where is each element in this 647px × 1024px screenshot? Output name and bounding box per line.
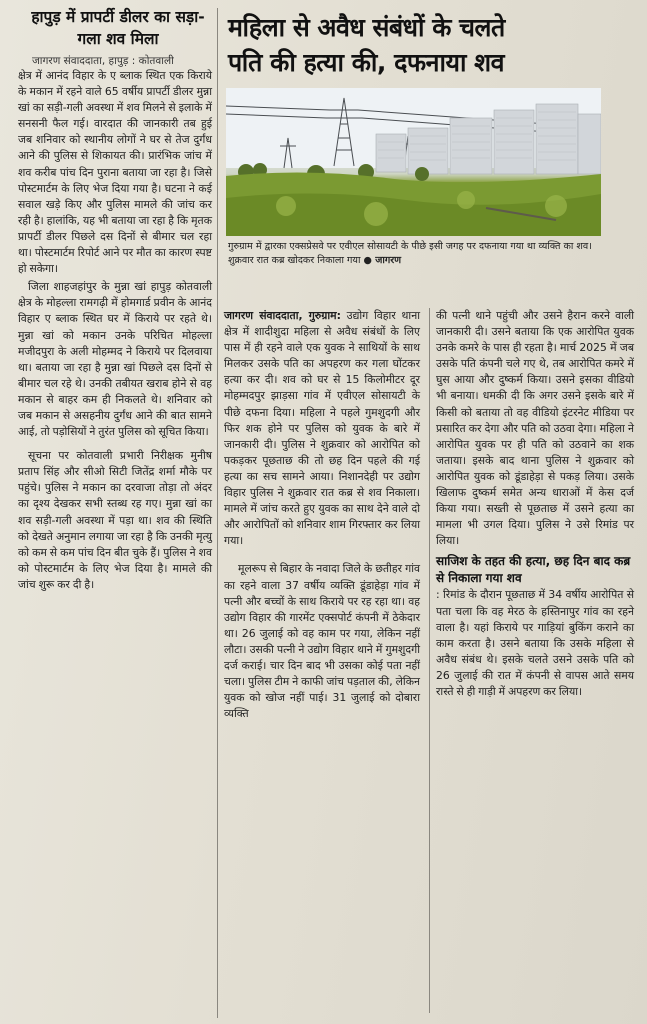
left-article-headline: हापुड़ में प्रापर्टी डीलर का सड़ा-गला शव मिला [31,8,205,48]
paragraph-gap [224,549,420,561]
headline-line-1: महिला से अवैध संबंधों के चलते [228,13,505,42]
left-article-paragraph-2: जिला शाहजहांपुर के मुन्ना खां हापुड़ कोतवाली क्षेत्र के मोहल्ला रामगढ़ी में होमगार्ड प्रवीन के आनंद विहार ए ब्लाक स्थित घर में किराये पर रहते थे। मुन्ना खां को मकान उनके परिचित मोहल्ला मजीदपुरा के अली मोहम्मद ने किराये पर दिलवाया था। बताया जा रहा है मुन्ना खां पिछले दस दिनों से बीमार चल रहे थे। उनकी तबीयत खराब होने से वह मकान से बाहर कम ही निकलते थे। शनिवार को जब मकान से असहनीय दुर्गंध आने की बात सामने आई, तो पड़ोसियों ने तुरंत पुलिस को सूचित किया। [18,280,212,439]
column-divider [217,8,218,1018]
left-article-paragraph-1: क्षेत्र में आनंद विहार के ए ब्लाक स्थित एक किराये के मकान में रहने वाले 65 वर्षीय प्रापर्टी डीलर मुन्ना खां का सड़ी-गली अवस्था में शव मिलने से इलाके में सनसनी फैल गई। वारदात की जानकारी तब हुई जब शनिवार को स्थानीय लोगों ने घर से तेज दुर्गंध आने की पुलिस से शिकायत की। प्रारंभिक जांच में शव करीब पांच दिन पुराना बताया जा रहा है। जिसे पोस्टमार्टम के लिए भेज दिया गया है। घटना ने कई सवाल खड़े किए और पुलिस मामले की जांच कर रही है। हालांकि, यह भी बताया जा रहा है कि मृतक प्रापर्टी डीलर पिछले दस दिनों से बीमार चल रहा था। पोस्टमार्टम रिपोर्ट आने पर मौत का कारण स्पष्ट हो सकेगा। [18,69,212,276]
photo-caption [228,240,613,268]
main-article-paragraph-3: की पत्नी थाने पहुंची और उसने हैरान करने वाली जानकारी दी। उसने बताया कि एक आरोपित युवक उनके कमरे के पास ही रहता है। मार्च 2025 में जब उसके पति कंपनी चले गए थे, तब आरोपित कमरे में घुस आया और दुष्कर्म किया। उसने इसका वीडियो भी बनाया। धमकी दी कि अगर उसने इसके बारे में किसी को बताया तो वह वीडियो इंटरनेट मीडिया पर प्रसारित कर देगा और पति को उठवा देगा। महिला ने आरोपित युवक पर ही पति को उठवाने का शक जताया। इसके बाद थाना पुलिस ने शुक्रवार को आरोपित युवक को डूंडाहेड़ा से पकड़ लिया। उसके खिलाफ दुष्कर्म समेत अन्य धाराओं में केस दर्ज किया गया। सख्ती से पूछताछ में उसने हत्या का मामला भी उगल दिया। पुलिस ने उसे रिमांड पर लिया। [436,309,634,548]
left-article [14,0,212,593]
main-article-column-divider [429,308,430,1013]
photo-illustration [226,88,601,236]
photo-caption-credit: ● जागरण [363,255,402,266]
news-photo [226,88,601,236]
left-article-paragraph-3: सूचना पर कोतवाली प्रभारी निरीक्षक मुनीष प्रताप सिंह और सीओ सिटी जितेंद्र शर्मा मौके पर पहुंचे। पुलिस ने मकान का दरवाजा तोड़ा तो अंदर का दृश्य देखकर सभी स्तब्ध रह गए। मुन्ना खां का शव सड़ी-गली अवस्था में पड़ा था। शव की स्थिति को देखते अनुमान लगाया जा रहा है कि उनकी मृत्यु को कम से कम पांच दिन बीत चुके हैं। पुलिस ने शव को पोस्टमार्टम के लिए भेज दिया है। मामले की जांच शुरू कर दी है। [18,449,212,591]
left-article-byline: जागरण संवाददाता, हापुड़ : कोतवाली [32,55,174,67]
photo-caption-text: गुरुग्राम में द्वारका एक्सप्रेसवे पर एवीएल सोसायटी के पीछे इसी जगह पर दफनाया गया था व्यक्ति का शव। शुक्रवार रात कब्र खोदकर निकाला गया [228,241,592,266]
main-article-lead-byline: जागरण संवाददाता, गुरुग्राम: [224,309,341,322]
main-article [224,0,638,721]
main-article-column-1 [224,308,420,722]
main-article-paragraph-4: : रिमांड के दौरान पूछताछ में 34 वर्षीय आरोपित से पता चला कि वह मेरठ के हस्तिनापुर गांव का रहने वाला है। यहां किराये पर गाड़ियां बुकिंग कराने का काम करता है। उसने बताया कि उसके महिला से अवैध संबंध थे। इसके चलते उसने उसके पति को 26 जुलाई की रात में कंपनी से वापस आते समय रास्ते से ही गाड़ी में अपहरण कर लिया। [436,588,634,698]
main-article-column-2 [436,308,634,700]
main-article-lead-text: उद्योग विहार थाना क्षेत्र में शादीशुदा महिला से अवैध संबंधों के लिए पास में ही रहने वाले एक युवक ने साथियों के साथ मिलकर उसके पति का अपहरण कर गला घोंटकर हत्या कर दी। शव को घर से 15 किलोमीटर दूर मोहम्मदपुर झाड़सा गांव में एवीएल सोसायटी के पीछे दफना दिया। महिला ने पहले गुमशुदगी और फिर शक होने पर पुलिस को युवक के बारे में जानकारी दी। पुलिस ने शुक्रवार को आरोपित को पकड़कर पूछताछ की तो छह दिन पहले की गई हत्या का सच सामने आया। निशानदेही पर उद्योग विहार पुलिस ने शुक्रवार रात कब्र से शव निकाला। मामले में जांच करते हुए युवक का साथ देने वाले दो और आरोपितों को शनिवार शाम गिरफ्तार कर लिया गया। [224,309,420,548]
main-article-paragraph-2: मूलरूप से बिहार के नवादा जिले के छतीहर गांव का रहने वाला 37 वर्षीय व्यक्ति डूंडाहेड़ा गांव में पत्नी और बच्चों के साथ किराये पर रह रहा था। वह उद्योग विहार की गारमेंट एक्सपोर्ट कंपनी में ठेकेदार था। 26 जुलाई को वह काम पर गया, लेकिन नहीं लौटा। उसकी पत्नी ने उद्योग विहार थाने में गुमशुदगी दर्ज कराई। चार दिन बाद भी उसका कोई पता नहीं चला। पुलिस टीम ने काफी जांच पड़ताल की, लेकिन युवक को खोज नहीं पाई। 31 जुलाई को दोबारा व्यक्ति [224,562,420,721]
main-article-subheading: साजिश के तहत की हत्या, छह दिन बाद कब्र से निकाला गया शव [436,554,631,586]
main-article-lead [224,308,420,549]
main-article-headline [228,10,638,80]
headline-line-2: पति की हत्या की, दफनाया शव [228,48,505,77]
